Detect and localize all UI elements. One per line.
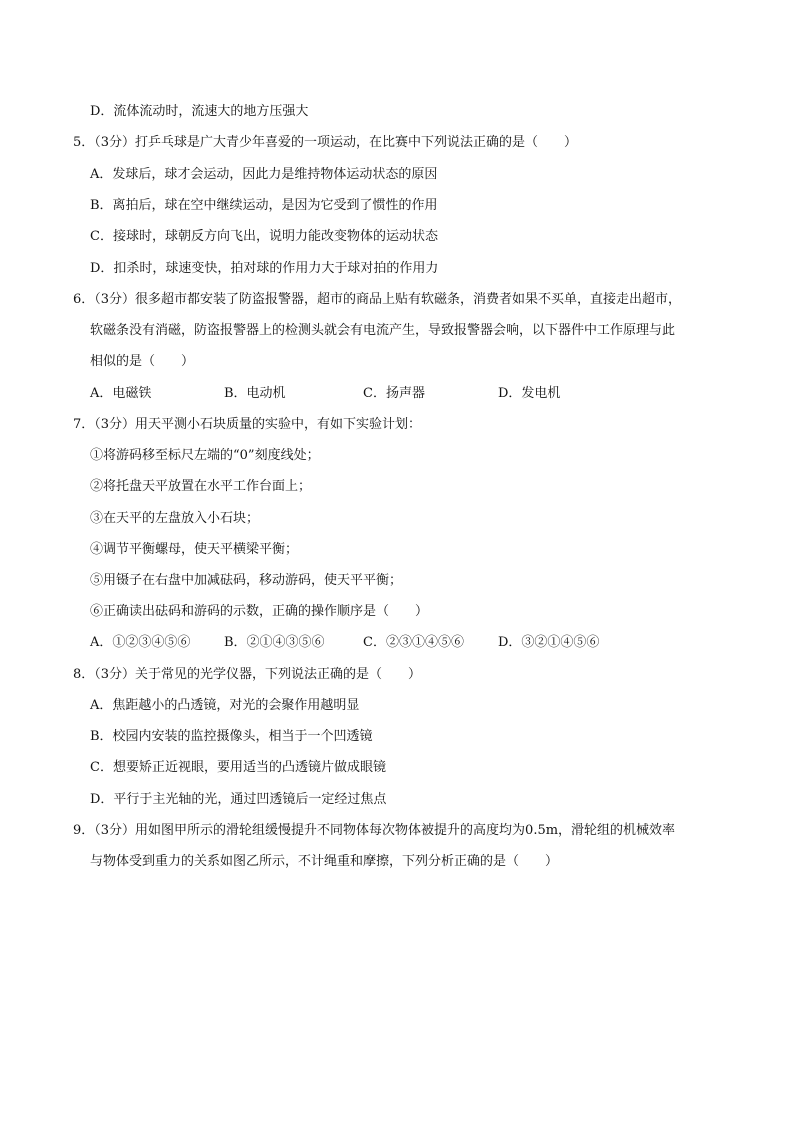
q7-step4: ④调节平衡螺母，使天平横梁平衡；	[90, 542, 299, 557]
q7-option-b: B．②①④③⑤⑥	[224, 635, 325, 650]
q8-option-a: A．焦距越小的凸透镜，对光的会聚作用越明显	[90, 698, 360, 713]
q6-option-b: B．电动机	[224, 386, 286, 401]
q6-stem-line3: 相似的是（ ）	[90, 354, 195, 369]
q6-option-c: C．扬声器	[363, 386, 425, 401]
q6-options	[90, 386, 690, 402]
q6-option-a: A．电磁铁	[90, 386, 152, 401]
q7-step5: ⑤用镊子在右盘中加减砝码，移动游码，使天平平衡；	[90, 573, 403, 588]
q7-options	[90, 635, 690, 651]
q5-option-b: B．离拍后，球在空中继续运动，是因为它受到了惯性的作用	[90, 198, 438, 213]
q8-option-c: C．想要矫正近视眼，要用适当的凸透镜片做成眼镜	[90, 760, 386, 775]
q7-option-c: C．②③①④⑤⑥	[363, 635, 464, 650]
q6-stem-line2: 软磁条没有消磁，防盗报警器上的检测头就会有电流产生，导致报警器会响，以下器件中工作原理与此	[90, 323, 676, 338]
q8-stem: 8．（3分）关于常见的光学仪器，下列说法正确的是（ ）	[73, 667, 422, 682]
q8-option-d: D．平行于主光轴的光，通过凹透镜后一定经过焦点	[90, 792, 387, 807]
q7-option-d: D．③②①④⑤⑥	[498, 635, 600, 650]
q7-step6: ⑥正确读出砝码和游码的示数，正确的操作顺序是（ ）	[90, 604, 429, 619]
q6-option-d: D．发电机	[498, 386, 561, 401]
q5-option-c: C．接球时，球朝反方向飞出，说明力能改变物体的运动状态	[90, 229, 438, 244]
q6-stem-line1: 6．（3分）很多超市都安装了防盗报警器，超市的商品上贴有软磁条，消费者如果不买单，直接走出超市，	[73, 292, 682, 307]
q7-step1: ①将游码移至标尺左端的“0”刻度线处；	[90, 448, 320, 463]
q5-option-d: D．扣杀时，球速变快，拍对球的作用力大于球对拍的作用力	[90, 261, 439, 276]
q7-step2: ②将托盘天平放置在水平工作台面上；	[90, 479, 312, 494]
q9-stem-line1: 9．（3分）用如图甲所示的滑轮组缓慢提升不同物体每次物体被提升的高度均为0.5m，滑轮组的机械效率	[73, 823, 676, 838]
q7-option-a: A．①②③④⑤⑥	[90, 635, 191, 650]
q5-option-a: A．发球后，球才会运动，因此力是维持物体运动状态的原因	[90, 167, 438, 182]
q4-option-d: D．流体流动时，流速大的地方压强大	[90, 104, 309, 119]
q9-stem-line2: 与物体受到重力的关系如图乙所示，不计绳重和摩擦，下列分析正确的是（ ）	[90, 854, 559, 869]
q5-stem: 5．（3分）打乒乓球是广大青少年喜爱的一项运动，在比赛中下列说法正确的是（ ）	[73, 135, 578, 150]
q7-step3: ③在天平的左盘放入小石块；	[90, 511, 260, 526]
q7-stem: 7．（3分）用天平测小石块质量的实验中，有如下实验计划：	[73, 417, 422, 432]
q8-option-b: B．校园内安装的监控摄像头，相当于一个凹透镜	[90, 729, 373, 744]
